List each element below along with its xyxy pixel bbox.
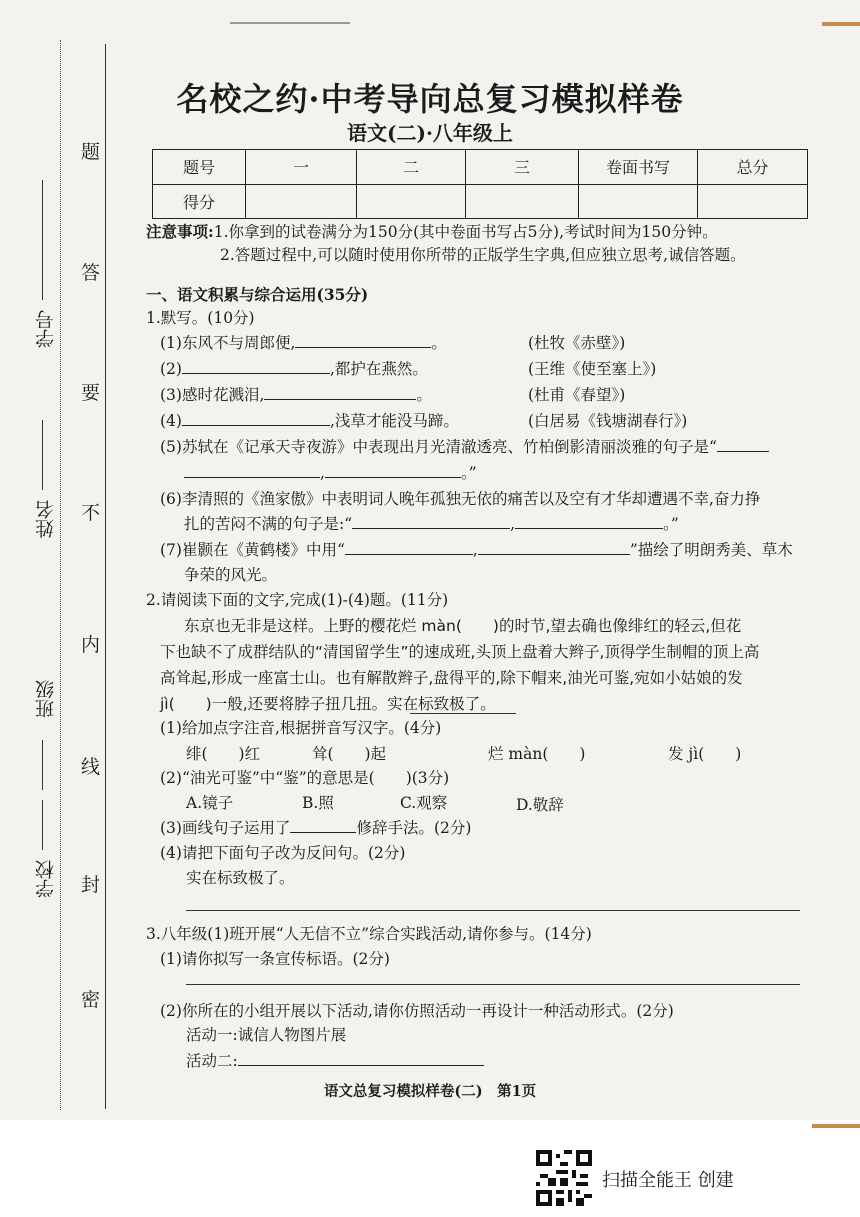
q1-item-2-source: (王维《使至塞上》) <box>528 360 657 378</box>
q1-item-1 <box>160 331 447 353</box>
q1-item-2-end: ,都护在燕然。 <box>329 360 428 378</box>
comma: , <box>320 464 325 482</box>
question-3-stem: 3.八年级(1)班开展“人无信不立”综合实践活动,请你参与。(14分) <box>146 925 592 943</box>
q1-item-5 <box>160 435 769 457</box>
q1-item-5-text: (5)苏轼在《记承天寺夜游》中表现出月光清澈透亮、竹柏倒影清丽淡雅的句子是“ <box>160 438 717 456</box>
seal-char-nei: 内 <box>81 634 101 656</box>
q1-item-3-source: (杜甫《春望》) <box>528 386 626 404</box>
q1-item-4-end: ,浅草才能没马蹄。 <box>329 412 459 430</box>
option-d[interactable]: D.敬辞 <box>516 796 564 814</box>
seal-dotted-line <box>60 40 61 1110</box>
answer-blank[interactable] <box>325 463 461 478</box>
class-field[interactable] <box>28 640 58 790</box>
answer-blank[interactable] <box>717 437 769 452</box>
passage-line-3: 高耸起,形成一座富士山。也有解散辫子,盘得平的,除下帽来,油光可鉴,宛如小姑娘的发 <box>160 669 743 687</box>
q2-sub-3 <box>160 816 471 838</box>
option-a[interactable]: A.镜子 <box>186 794 234 812</box>
passage-underline <box>410 713 516 714</box>
notes-label: 注意事项: <box>146 222 214 241</box>
q1-item-3-end: 。 <box>416 386 432 404</box>
answer-blank[interactable] <box>182 359 330 374</box>
student-id-blank <box>42 180 43 300</box>
score-cell[interactable] <box>357 184 466 219</box>
score-table-score-row <box>153 184 808 219</box>
edge-decoration-top-right <box>822 22 860 26</box>
student-id-label: 学号 <box>35 310 57 348</box>
student-name-label: 姓名 <box>35 500 57 538</box>
score-cell[interactable] <box>698 184 808 219</box>
q1-item-1-source: (杜牧《赤壁》) <box>528 334 626 352</box>
score-table-header-cell: 一 <box>246 150 357 185</box>
q1-item-2 <box>160 357 428 379</box>
q2-sub-3-tail: 修辞手法。(2分) <box>356 819 472 837</box>
qr-code <box>536 1150 592 1206</box>
answer-blank[interactable] <box>184 463 320 478</box>
question-1-stem: 1.默写。(10分) <box>146 309 255 327</box>
score-cell[interactable] <box>579 184 698 219</box>
activity-2-label: 活动二: <box>186 1052 238 1070</box>
pinyin-item-4[interactable]: 发 jì( ) <box>668 745 742 763</box>
score-cell[interactable] <box>246 184 357 219</box>
q1-item-4-source: (白居易《钱塘湖春行》) <box>528 412 688 430</box>
q1-item-6-line-2 <box>184 512 679 534</box>
exam-title: 名校之约·中考导向总复习模拟样卷 <box>176 80 684 118</box>
score-table-header-cell: 总分 <box>698 150 808 185</box>
q1-item-7-line-2: 争荣的风光。 <box>184 566 278 584</box>
seal-char-feng: 封 <box>81 874 101 896</box>
student-id-field[interactable] <box>28 180 58 380</box>
option-b[interactable]: B.照 <box>302 794 334 812</box>
q1-item-4-text: (4) <box>160 412 182 430</box>
q2-sub-1: (1)给加点字注音,根据拼音写汉字。(4分) <box>160 719 442 737</box>
q1-item-6-text: 扎的苦闷不满的句子是:“ <box>184 515 353 533</box>
notes-line-2: 2.答题过程中,可以随时使用你所带的正版学生字典,但应独立思考,诚信答题。 <box>220 246 746 264</box>
seal-char-ti: 题 <box>81 141 101 163</box>
q1-item-7 <box>160 538 793 560</box>
q1-item-5-line-2 <box>184 461 477 483</box>
q3-sub-2: (2)你所在的小组开展以下活动,请你仿照活动一再设计一种活动形式。(2分) <box>160 1002 674 1020</box>
score-table-header-cell: 题号 <box>153 150 246 185</box>
seal-solid-line <box>105 44 106 1109</box>
q1-item-3 <box>160 383 432 405</box>
score-cell[interactable] <box>466 184 579 219</box>
score-table-header-cell: 二 <box>357 150 466 185</box>
answer-blank[interactable] <box>295 333 431 348</box>
activity-2 <box>186 1049 484 1071</box>
score-table-header-cell: 卷面书写 <box>579 150 698 185</box>
passage-line-4: jì( )一般,还要将脖子扭几扭。实在标致极了。 <box>160 695 496 713</box>
notes-text-1: 1.你拿到的试卷满分为150分(其中卷面书写占5分),考试时间为150分钟。 <box>213 223 718 241</box>
comma: , <box>472 541 478 559</box>
student-name-blank <box>42 420 43 490</box>
question-2-stem: 2.请阅读下面的文字,完成(1)-(4)题。(11分) <box>146 591 449 609</box>
answer-blank[interactable] <box>352 514 510 529</box>
q2-sub-4: (4)请把下面句子改为反问句。(2分) <box>160 844 406 862</box>
answer-blank[interactable] <box>238 1051 484 1066</box>
q1-item-1-text: (1)东风不与周郎便, <box>160 334 296 352</box>
student-name-field[interactable] <box>28 420 58 580</box>
q3-sub-1: (1)请你拟写一条宣传标语。(2分) <box>160 950 390 968</box>
answer-blank[interactable] <box>290 818 356 833</box>
class-label: 班级 <box>35 680 57 718</box>
score-row-label: 得分 <box>153 184 246 219</box>
answer-blank[interactable] <box>182 411 330 426</box>
seal-char-mi: 密 <box>81 989 101 1011</box>
score-table-header-row <box>153 150 808 185</box>
school-label: 学校 <box>35 860 57 898</box>
edge-decoration-top <box>230 22 350 24</box>
q1-item-2-text: (2) <box>160 360 182 378</box>
school-field[interactable] <box>28 800 58 920</box>
notes-line-1 <box>146 220 718 242</box>
q2-sub-4-sentence: 实在标致极了。 <box>186 869 295 887</box>
seal-char-da: 答 <box>81 262 101 284</box>
passage-line-2: 下也缺不了成群结队的“清国留学生”的速成班,头顶上盘着大辫子,顶得学生制帽的顶上高 <box>160 643 760 661</box>
q2-sub-3-text: (3)画线句子运用了 <box>160 819 291 837</box>
pinyin-item-3[interactable]: 烂 màn( ) <box>488 745 586 763</box>
activity-1: 活动一:诚信人物图片展 <box>186 1026 347 1044</box>
answer-line[interactable] <box>186 984 800 985</box>
school-blank <box>42 800 43 850</box>
q1-item-4 <box>160 409 459 431</box>
pinyin-item-1[interactable]: 绯( )红 <box>186 745 261 763</box>
q1-item-3-text: (3)感时花溅泪, <box>160 386 265 404</box>
class-blank <box>42 740 43 790</box>
edge-decoration-bottom-right <box>812 1124 860 1128</box>
seal-char-bu: 不 <box>81 502 101 524</box>
score-table <box>152 149 808 219</box>
scanner-label: 扫描全能王 创建 <box>602 1170 734 1191</box>
score-table-header-cell: 三 <box>466 150 579 185</box>
q1-item-6: (6)李清照的《渔家傲》中表明词人晚年孤独无依的痛苦以及空有才华却遭遇不幸,奋力挣 <box>160 490 761 508</box>
answer-blank[interactable] <box>345 540 473 555</box>
pinyin-item-2[interactable]: 耸( )起 <box>312 745 387 763</box>
answer-blank[interactable] <box>515 514 663 529</box>
page-footer: 语文总复习模拟样卷(二) 第1页 <box>323 1083 537 1100</box>
answer-blank[interactable] <box>264 385 416 400</box>
seal-char-xian: 线 <box>81 756 101 778</box>
comma: , <box>510 515 516 533</box>
section-heading: 一、语文积累与综合运用(35分) <box>146 285 369 304</box>
q1-item-1-end: 。 <box>431 334 447 352</box>
exam-subtitle: 语文(二)·八年级上 <box>347 121 513 145</box>
q2-sub-2: (2)“油光可鉴”中“鉴”的意思是( )(3分) <box>160 769 450 787</box>
close-quote: 。” <box>460 464 477 482</box>
close-quote: 。” <box>663 515 679 533</box>
passage-line-1: 东京也无非是这样。上野的樱花烂 màn( )的时节,望去确也像绯红的轻云,但花 <box>184 617 742 635</box>
seal-char-yao: 要 <box>81 382 101 404</box>
q1-item-7-tail: ”描绘了明朗秀美、草木 <box>629 541 793 559</box>
option-c[interactable]: C.观察 <box>400 794 448 812</box>
answer-line[interactable] <box>186 910 800 911</box>
q1-item-7-text: (7)崔颢在《黄鹤楼》中用“ <box>160 541 345 559</box>
answer-blank[interactable] <box>478 540 630 555</box>
